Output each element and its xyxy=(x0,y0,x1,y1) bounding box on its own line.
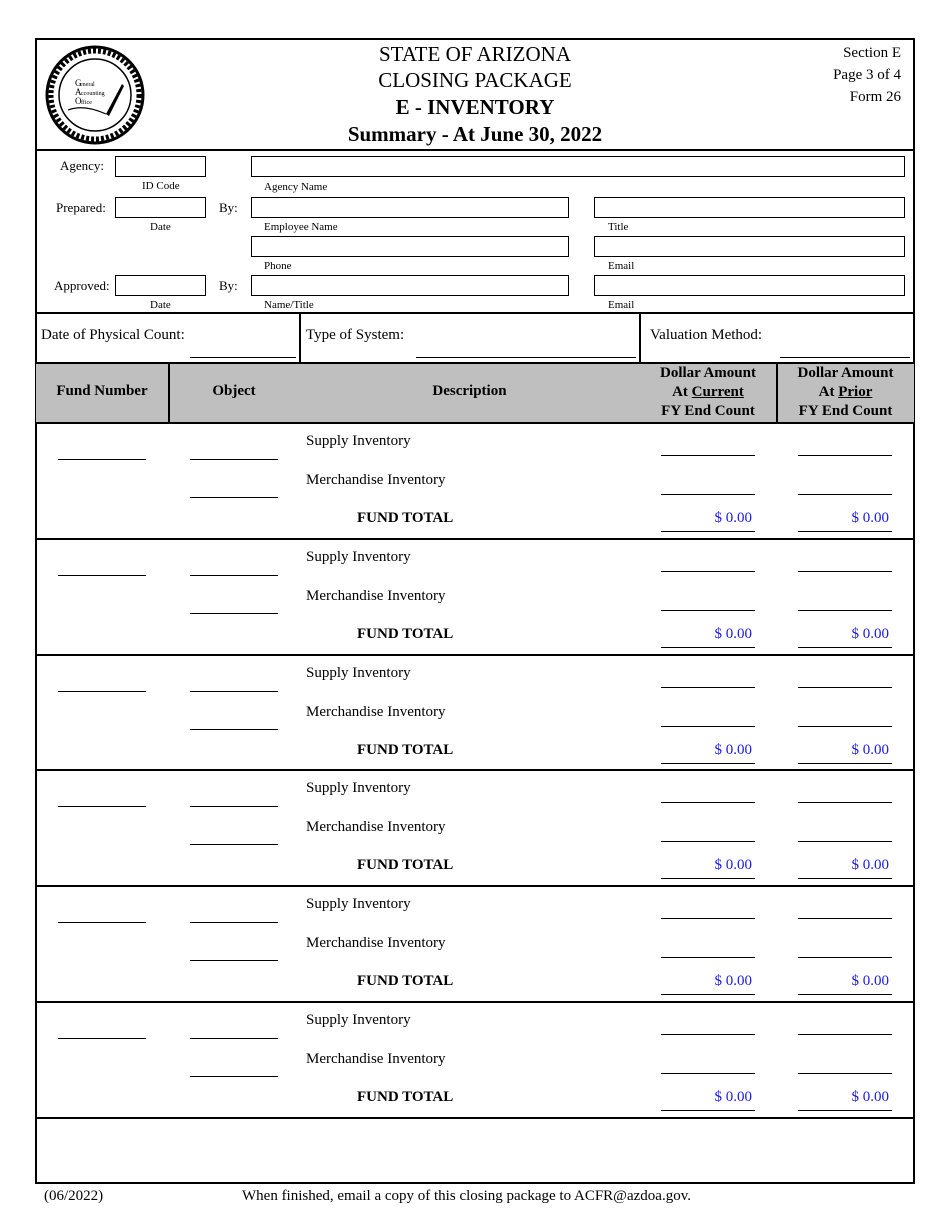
prior-total-underline xyxy=(798,878,892,879)
prepared-by-label: By: xyxy=(219,200,238,215)
object-merch-input[interactable] xyxy=(190,613,278,614)
date-caption: Date xyxy=(150,221,171,233)
merchandise-inventory-label: Merchandise Inventory xyxy=(306,587,446,604)
merchandise-inventory-label: Merchandise Inventory xyxy=(306,703,446,720)
prior-supply-input[interactable] xyxy=(798,918,892,919)
svg-text:eneral: eneral xyxy=(80,82,95,88)
object-supply-input[interactable] xyxy=(190,806,278,807)
prior-total-underline xyxy=(798,1110,892,1111)
page-label: Page 3 of 4 xyxy=(833,67,901,83)
current-fund-total: $ 0.00 xyxy=(714,973,752,990)
fund-number-input[interactable] xyxy=(58,1038,146,1039)
prior-fund-total: $ 0.00 xyxy=(851,510,889,526)
fund-number-input[interactable] xyxy=(58,459,146,460)
title-summary: Summary - At June 30, 2022 xyxy=(347,122,603,146)
current-supply-input[interactable] xyxy=(661,687,755,688)
col-header-current-at: At xyxy=(672,384,692,400)
agency-label: Agency: xyxy=(60,158,105,173)
current-supply-input[interactable] xyxy=(661,802,755,803)
group-divider xyxy=(36,538,914,540)
object-supply-input[interactable] xyxy=(190,691,278,692)
object-supply-input[interactable] xyxy=(190,459,278,460)
col-header-prior-word: Prior xyxy=(838,384,873,400)
col-header-prior-line3: FY End Count xyxy=(798,403,893,419)
supply-inventory-label: Supply Inventory xyxy=(306,664,411,681)
approved-date-field[interactable] xyxy=(115,275,206,296)
current-merch-input[interactable] xyxy=(661,957,755,958)
svg-text:G: G xyxy=(75,78,82,88)
merchandise-inventory-label: Merchandise Inventory xyxy=(306,472,446,488)
supply-inventory-label: Supply Inventory xyxy=(306,780,411,797)
object-merch-input[interactable] xyxy=(190,1076,278,1077)
current-supply-input[interactable] xyxy=(661,571,755,572)
fund-total-label: FUND TOTAL xyxy=(357,625,454,642)
fund-total-label: FUND TOTAL xyxy=(357,510,454,526)
form-number: Form 26 xyxy=(849,89,901,105)
current-merch-input[interactable] xyxy=(661,1073,755,1074)
col-header-description: Description xyxy=(432,383,507,399)
email-caption: Email xyxy=(608,260,635,272)
object-merch-input[interactable] xyxy=(190,729,278,730)
prior-total-underline xyxy=(798,994,892,995)
fund-total-label: FUND TOTAL xyxy=(357,857,454,874)
prior-merch-input[interactable] xyxy=(798,494,892,495)
col-header-prior xyxy=(777,364,914,421)
current-total-underline xyxy=(661,878,755,879)
object-supply-input[interactable] xyxy=(190,1038,278,1039)
valuation-input[interactable] xyxy=(780,357,910,358)
col-header-prior-at: At xyxy=(818,384,839,400)
fund-total-label: FUND TOTAL xyxy=(357,1089,454,1105)
supply-inventory-label: Supply Inventory xyxy=(306,1012,411,1028)
current-fund-total: $ 0.00 xyxy=(714,1089,752,1105)
prior-fund-total: $ 0.00 xyxy=(851,741,889,758)
current-merch-input[interactable] xyxy=(661,610,755,611)
object-supply-input[interactable] xyxy=(190,575,278,576)
current-fund-total: $ 0.00 xyxy=(714,510,752,526)
system-type-input[interactable] xyxy=(416,357,636,358)
prior-supply-input[interactable] xyxy=(798,571,892,572)
prior-fund-total: $ 0.00 xyxy=(851,973,889,990)
revision-date: (06/2022) xyxy=(44,1188,104,1204)
col-header-prior-line1: Dollar Amount xyxy=(797,365,894,381)
agency-name-caption: Agency Name xyxy=(264,181,328,193)
object-supply-input[interactable] xyxy=(190,922,278,923)
prior-total-underline xyxy=(798,763,892,764)
supply-inventory-label: Supply Inventory xyxy=(306,896,411,913)
fund-total-label: FUND TOTAL xyxy=(357,973,454,990)
col-header-prior-line2 xyxy=(777,383,914,402)
prior-fund-total: $ 0.00 xyxy=(851,857,889,874)
current-merch-input[interactable] xyxy=(661,841,755,842)
divider xyxy=(36,312,914,314)
current-supply-input[interactable] xyxy=(661,1034,755,1035)
section-label: Section E xyxy=(843,45,901,61)
object-merch-input[interactable] xyxy=(190,844,278,845)
group-divider xyxy=(36,654,914,656)
phone-caption: Phone xyxy=(264,260,292,272)
prior-merch-input[interactable] xyxy=(798,610,892,611)
prior-merch-input[interactable] xyxy=(798,841,892,842)
current-total-underline xyxy=(661,763,755,764)
current-fund-total: $ 0.00 xyxy=(714,625,752,642)
prior-total-underline xyxy=(798,647,892,648)
group-divider xyxy=(36,1001,914,1003)
col-header-current-line3: FY End Count xyxy=(661,403,755,419)
current-merch-input[interactable] xyxy=(661,726,755,727)
prior-fund-total: $ 0.00 xyxy=(851,625,889,642)
phone-field[interactable] xyxy=(251,236,569,257)
agency-name-field[interactable] xyxy=(251,156,905,177)
merchandise-inventory-label: Merchandise Inventory xyxy=(306,935,446,952)
title-caption: Title xyxy=(608,221,629,233)
email-caption-2: Email xyxy=(608,299,635,311)
title-field[interactable] xyxy=(594,197,905,218)
fund-number-input[interactable] xyxy=(58,575,146,576)
current-fund-total: $ 0.00 xyxy=(714,857,752,874)
current-supply-input[interactable] xyxy=(661,455,755,456)
prior-supply-input[interactable] xyxy=(798,687,892,688)
prior-supply-input[interactable] xyxy=(798,1034,892,1035)
object-merch-input[interactable] xyxy=(190,497,278,498)
group-divider xyxy=(36,769,914,771)
title-state: STATE OF ARIZONA xyxy=(379,42,571,66)
col-header-current xyxy=(640,364,776,421)
prepared-label: Prepared: xyxy=(56,200,106,215)
fund-number-input[interactable] xyxy=(58,922,146,923)
col-header-object: Object xyxy=(212,383,256,399)
col-header-current-line1: Dollar Amount xyxy=(660,365,756,381)
employee-name-caption: Employee Name xyxy=(264,221,338,233)
fund-number-input[interactable] xyxy=(58,691,146,692)
title-form: E - INVENTORY xyxy=(395,95,555,119)
fund-number-input[interactable] xyxy=(58,806,146,807)
current-total-underline xyxy=(661,994,755,995)
col-header-current-word: Current xyxy=(691,384,744,400)
svg-text:ccounting: ccounting xyxy=(81,91,105,97)
employee-name-field[interactable] xyxy=(251,197,569,218)
prior-merch-input[interactable] xyxy=(798,726,892,727)
prior-supply-input[interactable] xyxy=(798,802,892,803)
prior-merch-input[interactable] xyxy=(798,957,892,958)
object-merch-input[interactable] xyxy=(190,960,278,961)
prior-supply-input[interactable] xyxy=(798,455,892,456)
merchandise-inventory-label: Merchandise Inventory xyxy=(306,819,446,836)
date-caption-2: Date xyxy=(150,299,171,311)
approver-email-field[interactable] xyxy=(594,275,905,296)
approved-label: Approved: xyxy=(54,278,110,293)
col-header-fund: Fund Number xyxy=(56,383,148,399)
fund-total-label: FUND TOTAL xyxy=(357,741,454,758)
prior-merch-input[interactable] xyxy=(798,1073,892,1074)
prepared-date-field[interactable] xyxy=(115,197,206,218)
supply-inventory-label: Supply Inventory xyxy=(306,548,411,565)
valuation-label: Valuation Method: xyxy=(650,327,763,343)
prior-fund-total: $ 0.00 xyxy=(851,1089,889,1105)
state-seal-icon xyxy=(44,44,146,146)
footer-instruction: When finished, email a copy of this closing package to ACFR@azdoa.gov. xyxy=(242,1188,691,1204)
id-code-caption: ID Code xyxy=(142,180,180,192)
prior-total-underline xyxy=(798,531,892,532)
svg-text:ffice: ffice xyxy=(81,100,92,106)
current-supply-input[interactable] xyxy=(661,918,755,919)
current-fund-total: $ 0.00 xyxy=(714,741,752,758)
current-total-underline xyxy=(661,647,755,648)
name-title-caption: Name/Title xyxy=(264,299,314,311)
group-divider xyxy=(36,885,914,887)
system-type-label: Type of System: xyxy=(306,327,405,343)
physical-count-label: Date of Physical Count: xyxy=(41,327,185,343)
title-package: CLOSING PACKAGE xyxy=(378,68,572,92)
group-divider xyxy=(36,1117,914,1119)
current-merch-input[interactable] xyxy=(661,494,755,495)
merchandise-inventory-label: Merchandise Inventory xyxy=(306,1051,446,1067)
current-total-underline xyxy=(661,1110,755,1111)
email-field[interactable] xyxy=(594,236,905,257)
col-header-current-line2 xyxy=(640,383,776,402)
divider xyxy=(36,149,914,151)
svg-text:A: A xyxy=(75,87,82,97)
svg-text:O: O xyxy=(75,96,82,106)
current-total-underline xyxy=(661,531,755,532)
name-title-field[interactable] xyxy=(251,275,569,296)
supply-inventory-label: Supply Inventory xyxy=(306,433,411,449)
physical-count-input[interactable] xyxy=(190,357,296,358)
approved-by-label: By: xyxy=(219,278,238,293)
agency-id-field[interactable] xyxy=(115,156,206,177)
